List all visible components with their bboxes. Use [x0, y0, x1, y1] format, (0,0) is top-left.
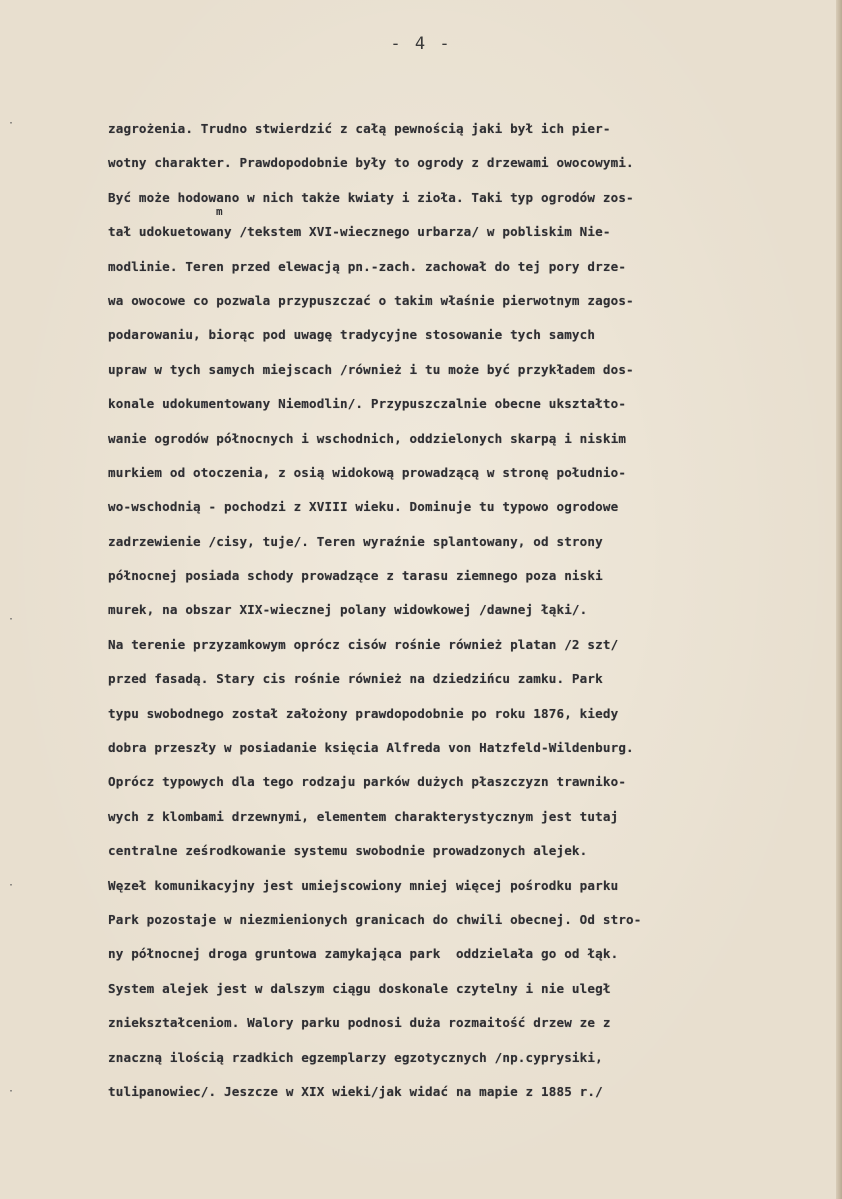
text-line: Oprócz typowych dla tego rodzaju parków dużych płaszczyzn trawniko- — [108, 774, 627, 790]
text-line: centralne ześrodkowanie systemu swobodnie prowadzonych alejek. — [108, 843, 588, 859]
text-line: typu swobodnego został założony prawdopodobnie po roku 1876, kiedy — [108, 705, 619, 721]
text-line: murek, na obszar XIX-wiecznej polany widowkowej /dawnej łąki/. — [108, 602, 588, 618]
text-line: tał udokuetowany /tekstem XVI-wiecznego urbarza/ w pobliskim Nie- — [108, 224, 611, 240]
text-line: północnej posiada schody prowadzące z tarasu ziemnego poza niski — [108, 568, 603, 584]
text-line: Węzeł komunikacyjny jest umiejscowiony mniej więcej pośrodku parku — [108, 877, 619, 893]
text-line: wo-wschodnią - pochodzi z XVIII wieku. Dominuje tu typowo ogrodowe — [108, 499, 619, 515]
text-line: upraw w tych samych miejscach /również i tu może być przykładem dos- — [108, 361, 634, 377]
text-line: wotny charakter. Prawdopodobnie były to ogrody z drzewami owocowymi. — [108, 155, 634, 171]
text-line: tulipanowiec/. Jeszcze w XIX wieki/jak widać na mapie z 1885 r./ — [108, 1083, 603, 1099]
margin-mark: · — [8, 1086, 15, 1097]
text-line: ny północnej droga gruntowa zamykająca park oddzielała go od łąk. — [108, 946, 619, 962]
text-line: podarowaniu, biorąc pod uwagę tradycyjne stosowanie tych samych — [108, 327, 596, 343]
text-line: zadrzewienie /cisy, tuje/. Teren wyraźnie splantowany, od strony — [108, 533, 603, 549]
page-number: - 4 - — [390, 34, 452, 54]
typed-text-body — [108, 112, 838, 1109]
text-line: znaczną ilością rzadkich egzemplarzy egzotycznych /np.cyprysiki, — [108, 1049, 603, 1065]
text-line: przed fasadą. Stary cis rośnie również na dziedzińcu zamku. Park — [108, 671, 603, 687]
margin-mark: · — [8, 614, 15, 625]
text-line: murkiem od otoczenia, z osią widokową prowadzącą w stronę południo- — [108, 464, 627, 480]
margin-mark: · — [8, 880, 15, 891]
text-line: Na terenie przyzamkowym oprócz cisów rośnie również platan /2 szt/ — [108, 636, 619, 652]
text-line: zniekształceniom. Walory parku podnosi duża rozmaitość drzew ze z — [108, 1015, 611, 1031]
margin-mark: · — [8, 118, 15, 129]
text-line: Park pozostaje w niezmienionych granicach do chwili obecnej. Od stro- — [108, 911, 642, 927]
text-line: Być może hodowano w nich także kwiaty i zioła. Taki typ ogrodów zos- — [108, 189, 634, 205]
text-line: konale udokumentowany Niemodlin/. Przypuszczalnie obecne ukształto- — [108, 396, 627, 412]
text-line: wa owocowe co pozwala przypuszczać o takim właśnie pierwotnym zagos- — [108, 292, 634, 308]
text-line: modlinie. Teren przed elewacją pn.-zach. zachował do tej pory drze- — [108, 258, 627, 274]
typed-correction: m — [216, 205, 223, 218]
text-line: wych z klombami drzewnymi, elementem charakterystycznym jest tutaj — [108, 808, 619, 824]
text-line: zagrożenia. Trudno stwierdzić z całą pewnością jaki był ich pier- — [108, 121, 611, 136]
text-line: System alejek jest w dalszym ciągu doskonale czytelny i nie uległ — [108, 980, 611, 996]
text-line: dobra przeszły w posiadanie księcia Alfreda von Hatzfeld-Wildenburg. — [108, 740, 634, 756]
text-line: wanie ogrodów północnych i wschodnich, oddzielonych skarpą i niskim — [108, 430, 627, 446]
